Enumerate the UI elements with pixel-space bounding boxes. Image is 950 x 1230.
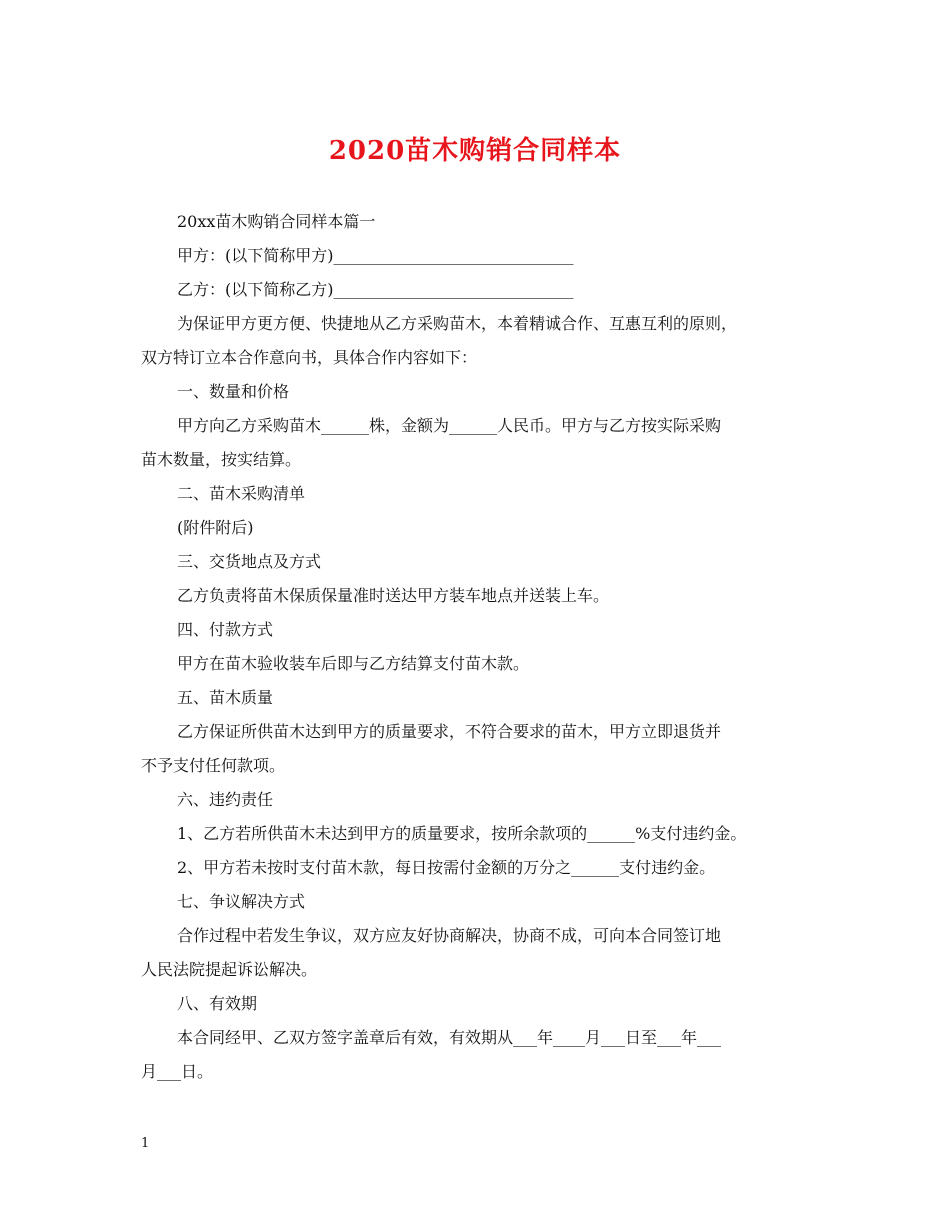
paragraph: 七、争议解决方式 [177,892,306,911]
paragraph: 乙方：(以下简称乙方)______________________________ [177,280,574,299]
paragraph: 甲方在苗木验收装车后即与乙方结算支付苗木款。 [177,654,530,673]
paragraph: 苗木数量，按实结算。 [141,450,302,469]
paragraph: 2、甲方若未按时支付苗木款，每日按需付金额的万分之______支付违约金。 [177,858,716,877]
paragraph: 一、数量和价格 [177,382,290,401]
paragraph: 双方特订立本合作意向书，具体合作内容如下： [141,348,478,367]
paragraph: 乙方负责将苗木保质保量准时送达甲方装车地点并送装上车。 [177,586,610,605]
document-body [141,205,813,1089]
paragraph: 人民法院提起诉讼解决。 [141,960,318,979]
paragraph: 1、乙方若所供苗木未达到甲方的质量要求，按所余款项的______%支付违约金。 [177,824,747,843]
paragraph: 为保证甲方更方便、快捷地从乙方采购苗木，本着精诚合作、互惠互利的原则， [177,314,738,333]
paragraph: 合作过程中若发生争议，双方应友好协商解决，协商不成，可向本合同签订地 [177,926,722,945]
paragraph: 不予支付任何款项。 [141,756,286,775]
paragraph: 甲方：(以下简称甲方)______________________________ [177,246,574,265]
paragraph: 本合同经甲、乙双方签字盖章后有效，有效期从___年____月___日至___年___ [177,1028,722,1047]
paragraph: 四、付款方式 [177,620,274,639]
paragraph: 五、苗木质量 [177,688,274,707]
paragraph: 乙方保证所供苗木达到甲方的质量要求，不符合要求的苗木，甲方立即退货并 [177,722,722,741]
paragraph: 三、交货地点及方式 [177,552,322,571]
paragraph: 甲方向乙方采购苗木______株，金额为______人民币。甲方与乙方按实际采购 [177,416,722,435]
paragraph: 月___日。 [141,1062,214,1081]
paragraph: (附件附后) [177,518,254,537]
document-title: 2020苗木购销合同样本 [328,136,622,166]
paragraph: 20xx苗木购销合同样本篇一 [177,212,376,231]
paragraph: 二、苗木采购清单 [177,484,306,503]
paragraph: 八、有效期 [177,994,258,1013]
page-number: 1 [141,1136,150,1151]
paragraph: 六、违约责任 [177,790,274,809]
